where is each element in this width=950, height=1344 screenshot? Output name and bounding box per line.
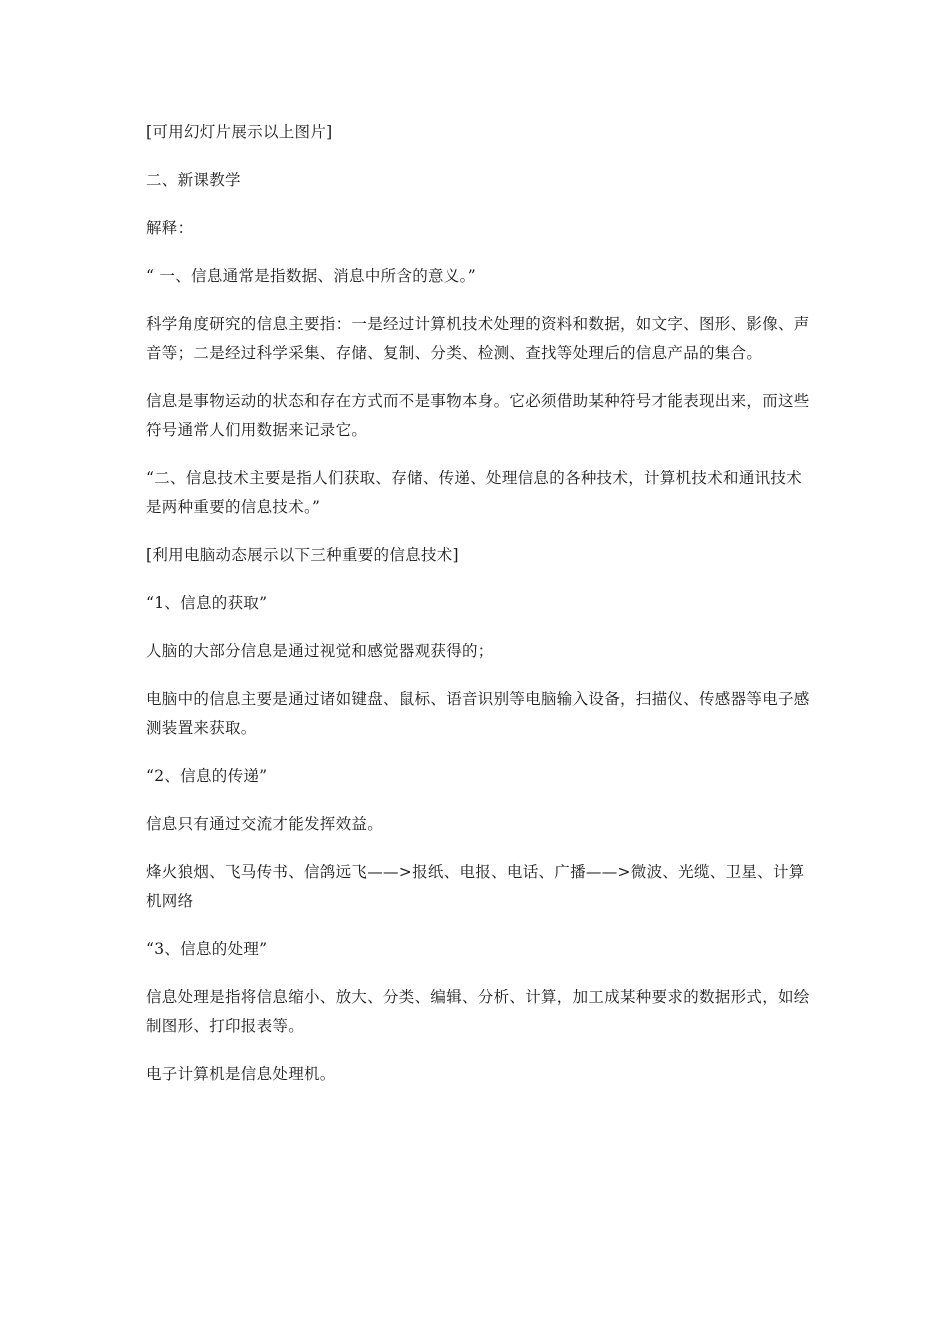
document-body bbox=[146, 118, 816, 1108]
subheading-processing: “3、信息的处理” bbox=[146, 940, 268, 958]
body-paragraph: 电脑中的信息主要是通过诸如键盘、鼠标、语音识别等电脑输入设备，扫描仪、传感器等电子感测装置来获取。 bbox=[146, 690, 810, 737]
body-paragraph: 科学角度研究的信息主要指：一是经过计算机技术处理的资料和数据，如文字、图形、影像、声音等；二是经过科学采集、存储、复制、分类、检测、查找等处理后的信息产品的集合。 bbox=[146, 315, 810, 362]
slide-note-paragraph: [利用电脑动态展示以下三种重要的信息技术] bbox=[146, 546, 459, 564]
body-paragraph: 电子计算机是信息处理机。 bbox=[146, 1065, 336, 1083]
body-paragraph: 信息处理是指将信息缩小、放大、分类、编辑、分析、计算，加工成某种要求的数据形式，如绘制图形、打印报表等。 bbox=[146, 988, 810, 1035]
slide-note-paragraph: [可用幻灯片展示以上图片] bbox=[146, 123, 333, 141]
body-paragraph: 人脑的大部分信息是通过视觉和感觉器观获得的； bbox=[146, 642, 494, 660]
section-heading: 二、新课教学 bbox=[146, 171, 241, 189]
body-paragraph: 信息是事物运动的状态和存在方式而不是事物本身。它必须借助某种符号才能表现出来，而这些符号通常人们用数据来记录它。 bbox=[146, 392, 810, 439]
explanation-label: 解释： bbox=[146, 219, 194, 237]
definition-quote-2: “二、信息技术主要是指人们获取、存储、传递、处理信息的各种技术，计算机技术和通讯技术是两种重要的信息技术。” bbox=[146, 469, 803, 516]
subheading-acquisition: “1、信息的获取” bbox=[146, 594, 268, 612]
body-paragraph: 信息只有通过交流才能发挥效益。 bbox=[146, 815, 384, 833]
body-paragraph: 烽火狼烟、飞马传书、信鸽远飞——>报纸、电报、电话、广播——>微波、光缆、卫星、计算机网络 bbox=[146, 863, 805, 910]
definition-quote-1: “ 一、信息通常是指数据、消息中所含的意义。” bbox=[146, 267, 476, 285]
subheading-transmission: “2、信息的传递” bbox=[146, 767, 268, 785]
